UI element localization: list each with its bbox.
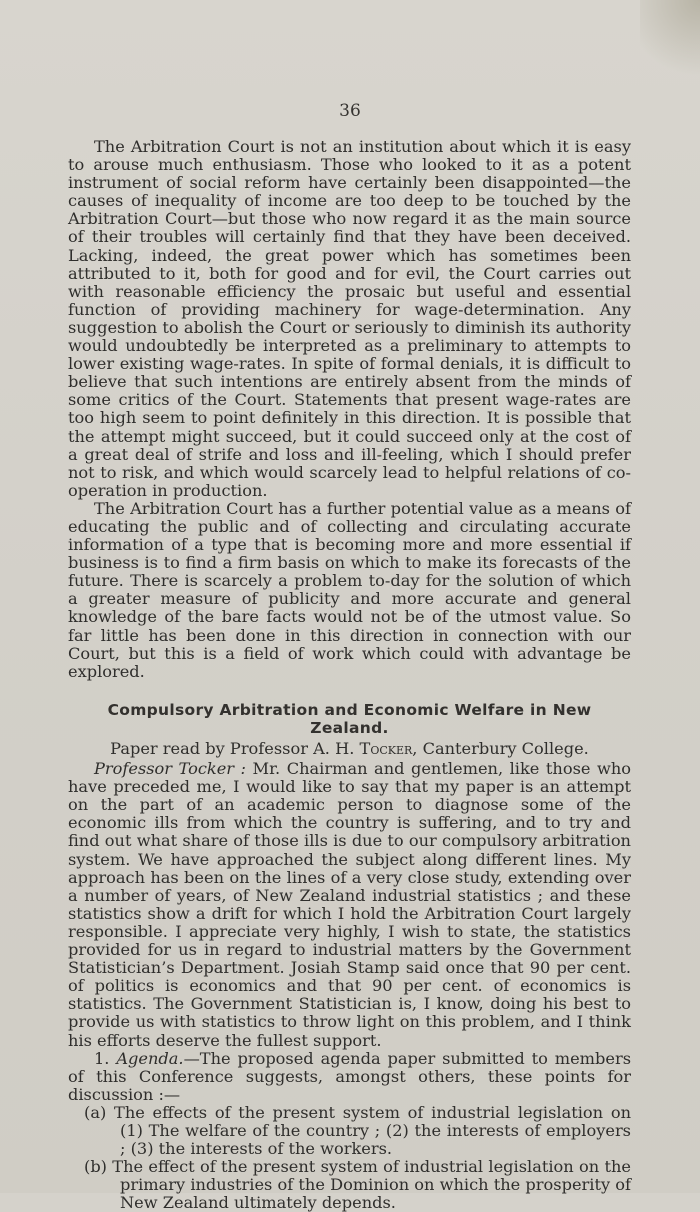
paragraph-arbitration-court: The Arbitration Court is not an institution about which it is easy to arouse much enthusiasm. Those who looked to it as a potent instrument of social reform have certainly been disappointed—the causes of inequality of income are too deep to be touched by the Arbitration Court—but those who now regard it as the main source of their troubles will certainly find that they have been deceived. Lacking, indeed, the great power which has sometimes been attributed to it, both for good and for evil, the Court carries out with reasonable efficiency the prosaic but useful and essential function of providing machinery for wage-determination. Any suggestion to abolish the Court or seriously to diminish its authority would undoubtedly be interpreted as a preliminary to attempts to lower existing wage-rates. In spite of formal denials, it is difficult to believe that such intentions are entirely absent from the minds of some critics of the Court. Statements that present wage-rates are too high seem to point definitely in this direction. It is possible that the attempt might succeed, but it could succeed only at the cost of a great deal of strife and loss and ill-feeling, which I should prefer not to risk, and which would scarcely lead to helpful relations of co-operation in production.	[68, 137, 631, 500]
byline	[68, 740, 631, 758]
page-number: 36	[339, 101, 361, 121]
author-name: Tocker	[359, 739, 413, 758]
speaker-label: Professor Tocker :	[94, 759, 247, 779]
paragraph-potential-value: The Arbitration Court has a further potential value as a means of educating the public and of collecting and circulating accurate information of a type that is becoming more and more essential if business is to find a firm basis on which to make its forecasts of the future. There is scarcely a problem to-day for the solution of which a greater measure of publicity and more accurate and general knowledge of the bare facts would not be of the utmost value. So far little has been done in this direction in connection with our Court, but this is a field of work which could with advantage be explored.	[68, 498, 631, 681]
agenda-item-a	[68, 1104, 631, 1158]
agenda-paragraph	[68, 1050, 631, 1104]
agenda-text: —The proposed agenda paper submitted to members of this Conference suggests, amongst others, these points for discussion :—	[68, 1048, 631, 1104]
agenda-item-b	[68, 1158, 631, 1212]
item-b-marker: (b)	[84, 1157, 107, 1177]
page-body	[68, 138, 631, 1212]
byline-prefix: Paper read by Professor A. H.	[110, 739, 360, 758]
item-a-text: The effects of the present system of industrial legislation on (1) The welfare of the country ; (2) the interests of employers ; (3) the interests of the workers.	[106, 1102, 631, 1159]
agenda-number: 1.	[94, 1048, 117, 1068]
item-b-text: The effect of the present system of industrial legislation on the primary industries of the Dominion on which the prosperity of New Zealand ultimately depends.	[107, 1157, 631, 1212]
agenda-label: Agenda.	[116, 1048, 184, 1068]
section-heading: Compulsory Arbitration and Economic Welfare in New Zealand.	[107, 700, 592, 737]
speech-text: Mr. Chairman and gentlemen, like those who have preceded me, I would like to say that my paper is an attempt on the part of an academic person to diagnose some of the economic ills from which the country is suffering, and to try and find out what share of those ills is due to our compulsory arbitration system. We have approached the subject along different lines. My approach has been on the lines of a very close study, extending over a number of years, of New Zealand industrial statistics ; and these statistics show a drift for which I hold the Arbitration Court largely responsible. I appreciate very highly, I wish to state, the statistics provided for us in regard to industrial matters by the Government Statistician’s Department. Josiah Stamp said once that 90 per cent. of politics is economics and that 90 per cent. of economics is statistics. The Government Statistician is, I know, doing his best to provide us with statistics to throw light on this problem, and I think his efforts deserve the fullest support.	[68, 759, 631, 1050]
byline-suffix: , Canterbury College.	[412, 739, 589, 758]
item-a-marker: (a)	[84, 1102, 107, 1122]
paragraph-speech	[68, 760, 631, 1050]
page-corner-shadow	[640, 0, 700, 90]
